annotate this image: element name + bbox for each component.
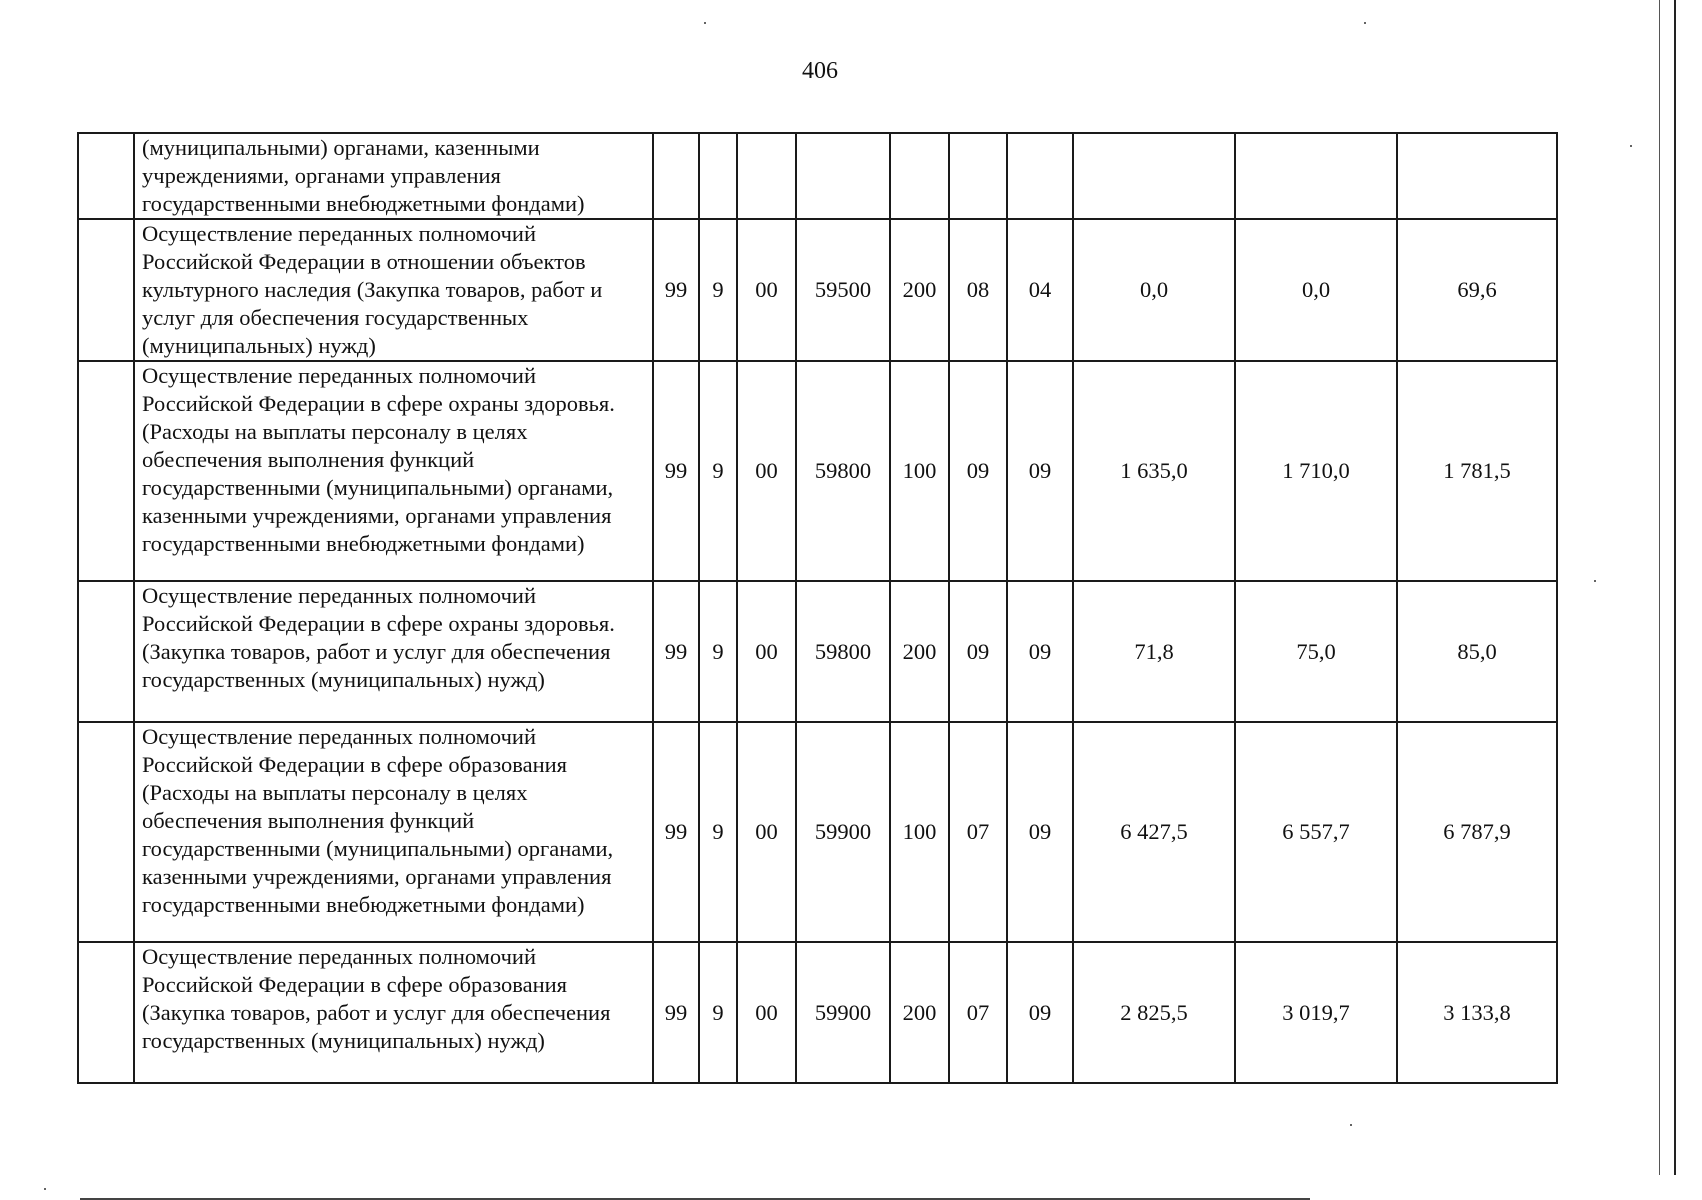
table-row [78,942,1557,1083]
subprogram-code-cell: 9 [699,219,737,361]
description-cell: Осуществление переданных полномочий Российской Федерации в сфере охраны здоровья. (Расходы на выплаты персоналу в целях обеспечения выполнения функций государственными (муниципальными) органами, казенными учреждениями, органами управления государственными внебюджетными фондами) [134,361,653,581]
expense-type-cell: 200 [890,942,949,1083]
amount-year-1-cell: 1 635,0 [1073,361,1235,581]
direction-code-cell: 59800 [796,581,890,722]
table-body [78,133,1557,1083]
scan-speck [1630,145,1632,147]
subsection-code-cell: 09 [1007,581,1073,722]
section-code-cell [949,133,1007,219]
main-activity-code-cell [737,133,796,219]
row-number-cell [78,581,134,722]
amount-year-2-cell: 0,0 [1235,219,1397,361]
description-cell: Осуществление переданных полномочий Российской Федерации в отношении объектов культурного наследия (Закупка товаров, работ и услуг для обеспечения государственных (муниципальных) нужд) [134,219,653,361]
row-number-cell [78,219,134,361]
subsection-code-cell [1007,133,1073,219]
description-cell: (муниципальными) органами, казенными учреждениями, органами управления государственными внебюджетными фондами) [134,133,653,219]
direction-code-cell: 59500 [796,219,890,361]
amount-year-3-cell: 3 133,8 [1397,942,1557,1083]
amount-year-1-cell [1073,133,1235,219]
section-code-cell: 09 [949,361,1007,581]
program-code-cell: 99 [653,219,699,361]
amount-year-2-cell: 75,0 [1235,581,1397,722]
table-row [78,133,1557,219]
program-code-cell [653,133,699,219]
amount-year-1-cell: 71,8 [1073,581,1235,722]
section-code-cell: 08 [949,219,1007,361]
table-row [78,219,1557,361]
main-activity-code-cell: 00 [737,722,796,942]
section-code-cell: 09 [949,581,1007,722]
scan-speck [1350,1124,1352,1126]
program-code-cell: 99 [653,722,699,942]
row-number-cell [78,361,134,581]
scan-edge-line [1659,0,1660,1175]
amount-year-3-cell [1397,133,1557,219]
description-cell: Осуществление переданных полномочий Российской Федерации в сфере образования (Расходы на выплаты персоналу в целях обеспечения выполнения функций государственными (муниципальными) органами, казенными учреждениями, органами управления государственными внебюджетными фондами) [134,722,653,942]
expense-type-cell: 200 [890,581,949,722]
amount-year-3-cell: 85,0 [1397,581,1557,722]
scan-speck [1594,580,1596,582]
subsection-code-cell: 09 [1007,361,1073,581]
section-code-cell: 07 [949,722,1007,942]
direction-code-cell: 59900 [796,942,890,1083]
program-code-cell: 99 [653,581,699,722]
budget-table [77,132,1558,1084]
expense-type-cell: 100 [890,361,949,581]
subprogram-code-cell: 9 [699,722,737,942]
amount-year-1-cell: 2 825,5 [1073,942,1235,1083]
scan-speck [704,22,706,24]
direction-code-cell [796,133,890,219]
main-activity-code-cell: 00 [737,219,796,361]
subprogram-code-cell [699,133,737,219]
expense-type-cell [890,133,949,219]
amount-year-2-cell [1235,133,1397,219]
main-activity-code-cell: 00 [737,942,796,1083]
amount-year-3-cell: 69,6 [1397,219,1557,361]
program-code-cell: 99 [653,361,699,581]
direction-code-cell: 59900 [796,722,890,942]
amount-year-2-cell: 6 557,7 [1235,722,1397,942]
amount-year-1-cell: 0,0 [1073,219,1235,361]
description-cell: Осуществление переданных полномочий Российской Федерации в сфере охраны здоровья. (Закупка товаров, работ и услуг для обеспечения государственных (муниципальных) нужд) [134,581,653,722]
subprogram-code-cell: 9 [699,942,737,1083]
row-number-cell [78,942,134,1083]
table-row [78,361,1557,581]
expense-type-cell: 100 [890,722,949,942]
main-activity-code-cell: 00 [737,361,796,581]
amount-year-2-cell: 3 019,7 [1235,942,1397,1083]
row-number-cell [78,133,134,219]
page-number: 406 [802,58,838,84]
direction-code-cell: 59800 [796,361,890,581]
section-code-cell: 07 [949,942,1007,1083]
table-row [78,722,1557,942]
scan-edge-line [1674,0,1676,1175]
amount-year-3-cell: 1 781,5 [1397,361,1557,581]
amount-year-3-cell: 6 787,9 [1397,722,1557,942]
subsection-code-cell: 09 [1007,722,1073,942]
table-row [78,581,1557,722]
scan-speck [1364,22,1366,24]
program-code-cell: 99 [653,942,699,1083]
subprogram-code-cell: 9 [699,581,737,722]
subsection-code-cell: 09 [1007,942,1073,1083]
amount-year-2-cell: 1 710,0 [1235,361,1397,581]
subprogram-code-cell: 9 [699,361,737,581]
description-cell: Осуществление переданных полномочий Российской Федерации в сфере образования (Закупка товаров, работ и услуг для обеспечения государственных (муниципальных) нужд) [134,942,653,1083]
expense-type-cell: 200 [890,219,949,361]
main-activity-code-cell: 00 [737,581,796,722]
scan-speck [44,1188,46,1190]
row-number-cell [78,722,134,942]
subsection-code-cell: 04 [1007,219,1073,361]
amount-year-1-cell: 6 427,5 [1073,722,1235,942]
